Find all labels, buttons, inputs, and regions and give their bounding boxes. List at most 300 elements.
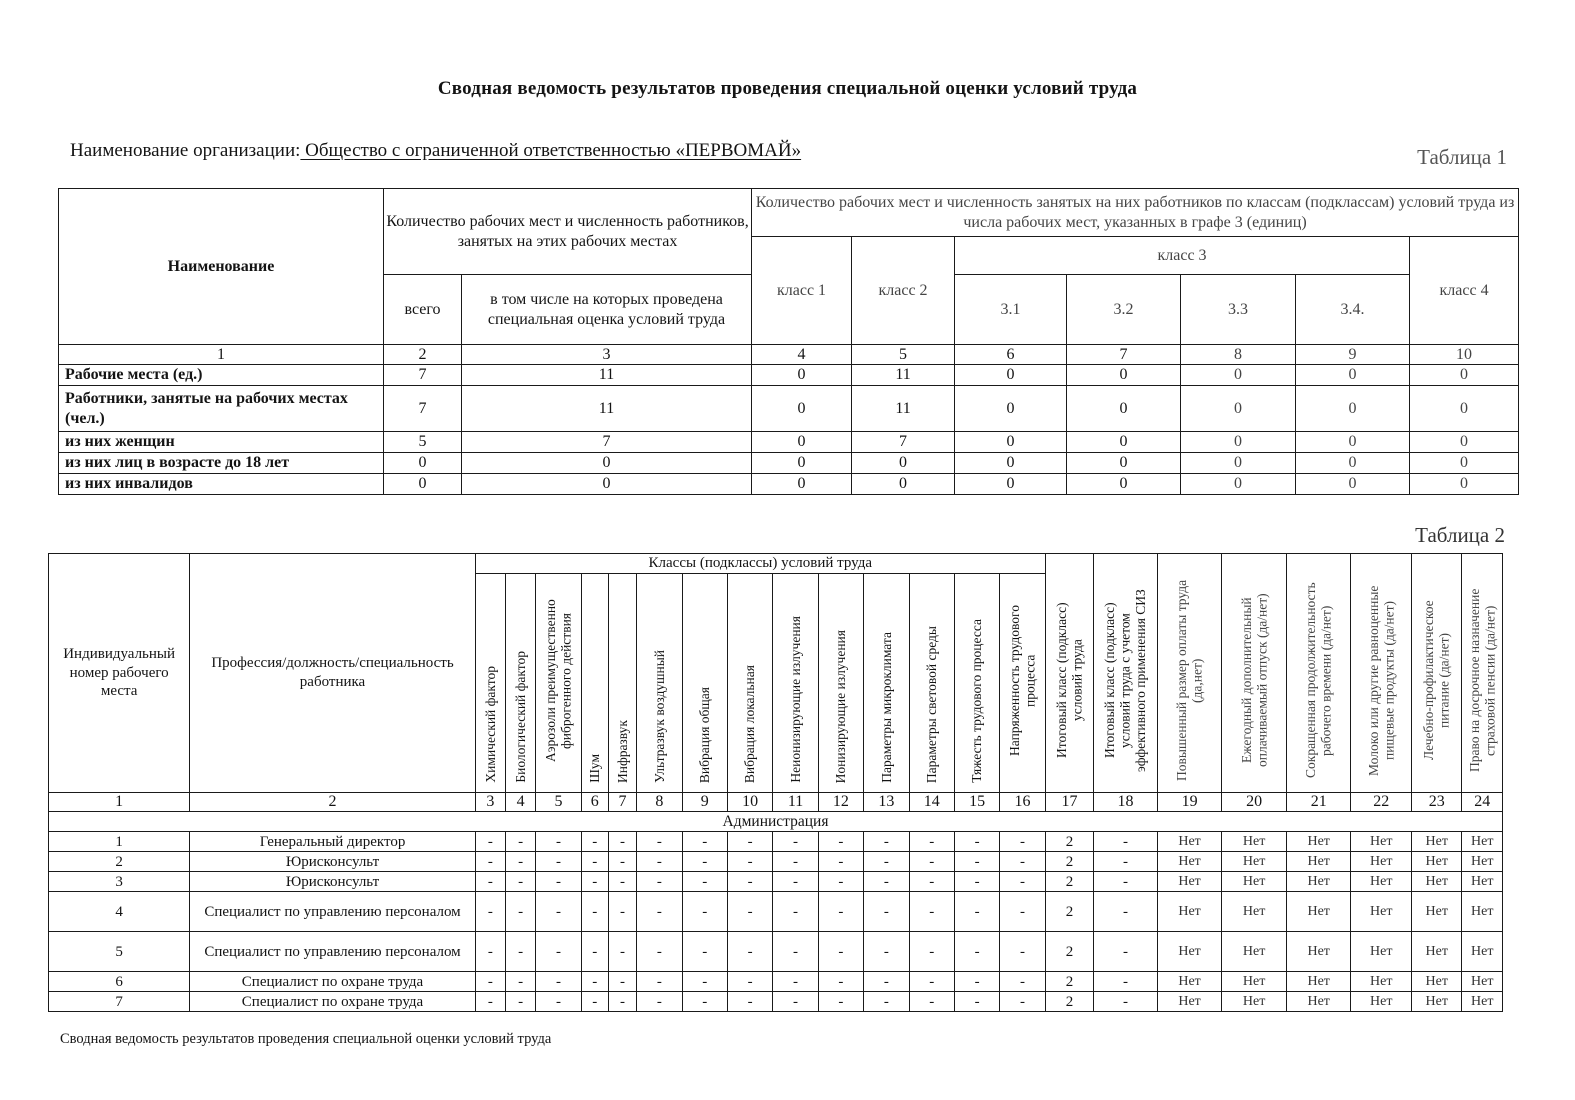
- benefit-value: Нет: [1412, 972, 1462, 992]
- benefit-value: Нет: [1286, 852, 1351, 872]
- benefit-value: Нет: [1157, 832, 1222, 852]
- row-value: 0: [1067, 474, 1181, 495]
- header-subclass-3-1: 3.1: [955, 275, 1067, 345]
- profession: Специалист по охране труда: [190, 972, 476, 992]
- benefit-value: Нет: [1412, 992, 1462, 1012]
- workplace-number: 4: [49, 892, 190, 932]
- header-subclass-3-4: 3.4.: [1296, 275, 1410, 345]
- factor-class: -: [637, 832, 682, 852]
- header-benefit: Молоко или другие равноценные пищевые продукты (да/нет): [1351, 554, 1412, 793]
- benefit-value: Нет: [1157, 872, 1222, 892]
- benefit-value: Нет: [1351, 832, 1412, 852]
- row-value: 0: [1067, 432, 1181, 453]
- factor-class: -: [506, 992, 536, 1012]
- factor-class: -: [475, 872, 505, 892]
- factor-class: -: [637, 892, 682, 932]
- factor-class: -: [608, 972, 636, 992]
- final-class: 2: [1045, 832, 1093, 852]
- factor-class: -: [581, 852, 608, 872]
- row-value: 0: [955, 474, 1067, 495]
- workplace-number: 5: [49, 932, 190, 972]
- factor-class: -: [1000, 852, 1046, 872]
- factor-class: -: [475, 852, 505, 872]
- workplace-number: 1: [49, 832, 190, 852]
- factor-class: -: [1000, 932, 1046, 972]
- benefit-value: Нет: [1462, 832, 1503, 852]
- factor-class: -: [727, 992, 772, 1012]
- final-class-siz: -: [1094, 932, 1158, 972]
- factor-class: -: [1000, 872, 1046, 892]
- table2-caption: Таблица 2: [1415, 523, 1505, 547]
- row-value: 0: [1067, 453, 1181, 474]
- header-workplace-number: Индивидуальный номер рабочего места: [49, 554, 190, 793]
- column-number: 11: [773, 793, 818, 812]
- header-benefit: Лечебно-профилактическое питание (да/нет): [1412, 554, 1462, 793]
- table1-row: [59, 386, 1519, 432]
- profession: Генеральный директор: [190, 832, 476, 852]
- factor-class: -: [536, 992, 581, 1012]
- factor-class: -: [818, 932, 863, 972]
- row-value: 0: [1296, 365, 1410, 386]
- header-factor: Химический фактор: [475, 574, 505, 793]
- organization-line: [70, 140, 801, 162]
- row-value: 0: [1181, 453, 1296, 474]
- row-value: 0: [1296, 453, 1410, 474]
- benefit-value: Нет: [1222, 872, 1287, 892]
- benefit-value: Нет: [1222, 892, 1287, 932]
- benefit-value: Нет: [1157, 972, 1222, 992]
- column-number: 5: [536, 793, 581, 812]
- final-class: 2: [1045, 992, 1093, 1012]
- factor-class: -: [475, 832, 505, 852]
- table1-row: [59, 453, 1519, 474]
- final-class-siz: -: [1094, 872, 1158, 892]
- table2-row: [49, 872, 1503, 892]
- benefit-value: Нет: [1351, 852, 1412, 872]
- footer-note: Сводная ведомость результатов проведения специальной оценки условий труда: [60, 1031, 552, 1047]
- row-value: 0: [462, 474, 752, 495]
- header-factor: Параметры световой среды: [909, 574, 954, 793]
- benefit-value: Нет: [1412, 892, 1462, 932]
- row-value: 0: [1410, 386, 1519, 432]
- factor-class: -: [475, 892, 505, 932]
- benefit-value: Нет: [1222, 932, 1287, 972]
- benefit-value: Нет: [1351, 992, 1412, 1012]
- final-class-siz: -: [1094, 892, 1158, 932]
- header-workplaces-group: Количество рабочих мест и численность работников, занятых на этих рабочих местах: [384, 189, 752, 275]
- row-value: 0: [852, 474, 955, 495]
- benefit-value: Нет: [1222, 972, 1287, 992]
- factor-class: -: [818, 972, 863, 992]
- column-number: 8: [637, 793, 682, 812]
- factor-class: -: [954, 892, 999, 932]
- column-number: 19: [1157, 793, 1222, 812]
- column-number: 24: [1462, 793, 1503, 812]
- factor-class: -: [727, 832, 772, 852]
- row-value: 0: [955, 365, 1067, 386]
- column-number: 21: [1286, 793, 1351, 812]
- workplace-number: 3: [49, 872, 190, 892]
- factor-class: -: [536, 892, 581, 932]
- table1-row: [59, 365, 1519, 386]
- column-number-row: [59, 345, 1519, 365]
- column-number: 4: [506, 793, 536, 812]
- column-number: 15: [954, 793, 999, 812]
- factor-class: -: [773, 972, 818, 992]
- factor-class: -: [682, 852, 727, 872]
- column-number: 1: [59, 345, 384, 365]
- organization-label: Наименование организации:: [70, 140, 301, 161]
- benefit-value: Нет: [1222, 852, 1287, 872]
- header-factor: Неионизирующие излучения: [773, 574, 818, 793]
- column-number: 10: [1410, 345, 1519, 365]
- factor-class: -: [475, 972, 505, 992]
- benefit-value: Нет: [1412, 932, 1462, 972]
- table1-caption: Таблица 1: [1417, 145, 1507, 169]
- summary-table-2: [48, 553, 1503, 1012]
- table2-row: [49, 852, 1503, 872]
- benefit-value: Нет: [1222, 992, 1287, 1012]
- factor-class: -: [637, 972, 682, 992]
- page-title: Сводная ведомость результатов проведения специальной оценки условий труда: [437, 78, 1138, 99]
- profession: Специалист по управлению персоналом: [190, 932, 476, 972]
- column-number: 2: [384, 345, 462, 365]
- factor-class: -: [727, 932, 772, 972]
- row-value: 0: [1181, 474, 1296, 495]
- profession: Юрисконсульт: [190, 872, 476, 892]
- column-number: 3: [475, 793, 505, 812]
- factor-class: -: [682, 832, 727, 852]
- table2-row: [49, 832, 1503, 852]
- row-value: 0: [1067, 365, 1181, 386]
- factor-class: -: [864, 872, 909, 892]
- factor-class: -: [818, 852, 863, 872]
- factor-class: -: [954, 932, 999, 972]
- header-factor: Шум: [581, 574, 608, 793]
- table2-row: [49, 992, 1503, 1012]
- row-label: из них лиц в возрасте до 18 лет: [59, 453, 384, 474]
- row-label: из них женщин: [59, 432, 384, 453]
- benefit-value: Нет: [1462, 872, 1503, 892]
- factor-class: -: [506, 852, 536, 872]
- factor-class: -: [818, 872, 863, 892]
- factor-class: -: [637, 992, 682, 1012]
- row-value: 0: [955, 386, 1067, 432]
- row-value: 11: [462, 365, 752, 386]
- factor-class: -: [608, 992, 636, 1012]
- column-number: 2: [190, 793, 476, 812]
- row-value: 0: [1296, 432, 1410, 453]
- benefit-value: Нет: [1462, 972, 1503, 992]
- column-number: 6: [581, 793, 608, 812]
- row-value: 0: [1067, 386, 1181, 432]
- factor-class: -: [954, 972, 999, 992]
- factor-class: -: [864, 932, 909, 972]
- factor-class: -: [909, 852, 954, 872]
- benefit-value: Нет: [1157, 992, 1222, 1012]
- factor-class: -: [909, 872, 954, 892]
- factor-class: -: [682, 932, 727, 972]
- header-benefit: Ежегодный дополнительный оплачиваемый отпуск (да/нет): [1222, 554, 1287, 793]
- benefit-value: Нет: [1412, 852, 1462, 872]
- factor-class: -: [608, 832, 636, 852]
- section-row: [49, 812, 1503, 832]
- header-benefit: Повышенный размер оплаты труда (да,нет): [1157, 554, 1222, 793]
- header-factor: Биологический фактор: [506, 574, 536, 793]
- benefit-value: Нет: [1286, 872, 1351, 892]
- row-value: 0: [1181, 432, 1296, 453]
- workplace-number: 7: [49, 992, 190, 1012]
- benefit-value: Нет: [1351, 932, 1412, 972]
- row-value: 0: [1410, 365, 1519, 386]
- organization-name: Общество с ограниченной ответственностью «ПЕРВОМАЙ»: [300, 140, 802, 161]
- factor-class: -: [682, 892, 727, 932]
- benefit-value: Нет: [1462, 852, 1503, 872]
- column-number: 10: [727, 793, 772, 812]
- column-number: 20: [1222, 793, 1287, 812]
- final-class: 2: [1045, 872, 1093, 892]
- column-number: 12: [818, 793, 863, 812]
- factor-class: -: [909, 992, 954, 1012]
- header-class-3: класс 3: [955, 237, 1410, 275]
- column-number: 7: [608, 793, 636, 812]
- factor-class: -: [608, 872, 636, 892]
- row-label: Работники, занятые на рабочих местах (чел.): [59, 386, 384, 432]
- header-class-1: класс 1: [752, 237, 852, 345]
- benefit-value: Нет: [1286, 992, 1351, 1012]
- factor-class: -: [581, 932, 608, 972]
- final-class: 2: [1045, 972, 1093, 992]
- header-factor: Вибрация локальная: [727, 574, 772, 793]
- row-value: 0: [752, 453, 852, 474]
- benefit-value: Нет: [1462, 932, 1503, 972]
- section-administration: Администрация: [49, 812, 1503, 832]
- column-number: 1: [49, 793, 190, 812]
- benefit-value: Нет: [1286, 892, 1351, 932]
- factor-class: -: [864, 852, 909, 872]
- factor-class: -: [773, 992, 818, 1012]
- factor-class: -: [954, 872, 999, 892]
- final-class-siz: -: [1094, 992, 1158, 1012]
- benefit-value: Нет: [1412, 832, 1462, 852]
- row-value: 0: [384, 474, 462, 495]
- table1-row: [59, 474, 1519, 495]
- factor-class: -: [581, 972, 608, 992]
- header-factor: Параметры микроклимата: [864, 574, 909, 793]
- row-value: 0: [384, 453, 462, 474]
- row-value: 0: [1181, 365, 1296, 386]
- column-number: 16: [1000, 793, 1046, 812]
- factor-class: -: [864, 992, 909, 1012]
- factor-class: -: [1000, 992, 1046, 1012]
- factor-class: -: [864, 892, 909, 932]
- column-number: 9: [682, 793, 727, 812]
- header-class-4: класс 4: [1410, 237, 1519, 345]
- factor-class: -: [682, 972, 727, 992]
- header-factor: Инфразвук: [608, 574, 636, 793]
- row-value: 0: [752, 432, 852, 453]
- factor-class: -: [506, 972, 536, 992]
- benefit-value: Нет: [1157, 852, 1222, 872]
- profession: Специалист по управлению персоналом: [190, 892, 476, 932]
- benefit-value: Нет: [1286, 832, 1351, 852]
- row-value: 0: [1410, 453, 1519, 474]
- final-class: 2: [1045, 932, 1093, 972]
- profession: Специалист по охране труда: [190, 992, 476, 1012]
- factor-class: -: [506, 832, 536, 852]
- row-value: 7: [462, 432, 752, 453]
- workplace-number: 2: [49, 852, 190, 872]
- factor-class: -: [909, 892, 954, 932]
- row-label: Рабочие места (ед.): [59, 365, 384, 386]
- factor-class: -: [581, 872, 608, 892]
- row-value: 0: [462, 453, 752, 474]
- table2-row: [49, 972, 1503, 992]
- header-name: Наименование: [59, 189, 384, 345]
- benefit-value: Нет: [1412, 872, 1462, 892]
- header-class-2: класс 2: [852, 237, 955, 345]
- factor-class: -: [773, 872, 818, 892]
- factor-class: -: [536, 852, 581, 872]
- column-number: 14: [909, 793, 954, 812]
- factor-class: -: [506, 872, 536, 892]
- row-value: 0: [1296, 386, 1410, 432]
- row-value: 0: [752, 474, 852, 495]
- factor-class: -: [581, 992, 608, 1012]
- row-value: 0: [1296, 474, 1410, 495]
- factor-class: -: [608, 932, 636, 972]
- factor-class: -: [727, 972, 772, 992]
- benefit-value: Нет: [1462, 992, 1503, 1012]
- factor-class: -: [637, 932, 682, 972]
- column-number: 8: [1181, 345, 1296, 365]
- column-number: 3: [462, 345, 752, 365]
- header-total: всего: [384, 275, 462, 345]
- final-class: 2: [1045, 852, 1093, 872]
- header-assessed: в том числе на которых проведена специальная оценка условий труда: [462, 275, 752, 345]
- header-factor: Аэрозоли преимущественно фиброгенного действия: [536, 574, 581, 793]
- table2-row: [49, 932, 1503, 972]
- final-class-siz: -: [1094, 972, 1158, 992]
- header-final-class: Итоговый класс (подкласс) условий труда: [1045, 554, 1093, 793]
- column-number: 7: [1067, 345, 1181, 365]
- column-number: 22: [1351, 793, 1412, 812]
- factor-class: -: [475, 992, 505, 1012]
- header-final-class-siz: Итоговый класс (подкласс) условий труда с учетом эффективного применения СИЗ: [1094, 554, 1158, 793]
- benefit-value: Нет: [1462, 892, 1503, 932]
- factor-class: -: [536, 972, 581, 992]
- header-factor: Ионизирующие излучения: [818, 574, 863, 793]
- row-value: 0: [1181, 386, 1296, 432]
- factor-class: -: [818, 832, 863, 852]
- header-subclass-3-2: 3.2: [1067, 275, 1181, 345]
- factor-class: -: [608, 892, 636, 932]
- factor-class: -: [506, 892, 536, 932]
- table1-body: [59, 365, 1519, 495]
- row-value: 0: [852, 453, 955, 474]
- factor-class: -: [773, 892, 818, 932]
- factor-class: -: [909, 972, 954, 992]
- table1-row: [59, 432, 1519, 453]
- factor-class: -: [536, 832, 581, 852]
- benefit-value: Нет: [1351, 892, 1412, 932]
- factor-class: -: [818, 892, 863, 932]
- factor-class: -: [637, 872, 682, 892]
- benefit-value: Нет: [1222, 832, 1287, 852]
- final-class: 2: [1045, 892, 1093, 932]
- column-number: 5: [852, 345, 955, 365]
- column-number: 18: [1094, 793, 1158, 812]
- row-value: 5: [384, 432, 462, 453]
- profession: Юрисконсульт: [190, 852, 476, 872]
- factor-class: -: [1000, 972, 1046, 992]
- row-value: 11: [462, 386, 752, 432]
- header-classes-group: Классы (подклассы) условий труда: [475, 554, 1045, 574]
- factor-class: -: [1000, 892, 1046, 932]
- factor-class: -: [682, 872, 727, 892]
- final-class-siz: -: [1094, 832, 1158, 852]
- factor-class: -: [909, 932, 954, 972]
- factor-class: -: [506, 932, 536, 972]
- factor-class: -: [682, 992, 727, 1012]
- factor-class: -: [773, 832, 818, 852]
- summary-table-1: [58, 188, 1519, 495]
- final-class-siz: -: [1094, 852, 1158, 872]
- benefit-value: Нет: [1286, 932, 1351, 972]
- row-value: 7: [384, 386, 462, 432]
- factor-class: -: [608, 852, 636, 872]
- column-number: 17: [1045, 793, 1093, 812]
- header-benefit: Право на досрочное назначение страховой пенсии (да/нет): [1462, 554, 1503, 793]
- factor-class: -: [954, 992, 999, 1012]
- header-factor: Напряженность трудового процесса: [1000, 574, 1046, 793]
- header-profession: Профессия/должность/специальность работника: [190, 554, 476, 793]
- column-number: 13: [864, 793, 909, 812]
- factor-class: -: [954, 852, 999, 872]
- column-number: 6: [955, 345, 1067, 365]
- factor-class: -: [864, 972, 909, 992]
- factor-class: -: [581, 892, 608, 932]
- row-value: 0: [752, 365, 852, 386]
- header-factor: Тяжесть трудового процесса: [954, 574, 999, 793]
- benefit-value: Нет: [1286, 972, 1351, 992]
- column-number: 4: [752, 345, 852, 365]
- header-factor: Вибрация общая: [682, 574, 727, 793]
- factor-class: -: [1000, 832, 1046, 852]
- row-value: 11: [852, 365, 955, 386]
- factor-class: -: [475, 932, 505, 972]
- table2-body: [49, 832, 1503, 1012]
- row-value: 0: [955, 432, 1067, 453]
- header-benefit: Сокращенная продолжительность рабочего времени (да/нет): [1286, 554, 1351, 793]
- factor-class: -: [536, 872, 581, 892]
- factor-class: -: [864, 832, 909, 852]
- row-value: 0: [955, 453, 1067, 474]
- factor-class: -: [773, 932, 818, 972]
- factor-class: -: [727, 892, 772, 932]
- factor-class: -: [536, 932, 581, 972]
- factor-class: -: [954, 832, 999, 852]
- factor-class: -: [773, 852, 818, 872]
- benefit-value: Нет: [1351, 872, 1412, 892]
- factor-class: -: [727, 852, 772, 872]
- benefit-value: Нет: [1157, 932, 1222, 972]
- row-value: 7: [852, 432, 955, 453]
- column-number-row: [49, 793, 1503, 812]
- factor-class: -: [637, 852, 682, 872]
- benefit-value: Нет: [1351, 972, 1412, 992]
- row-label: из них инвалидов: [59, 474, 384, 495]
